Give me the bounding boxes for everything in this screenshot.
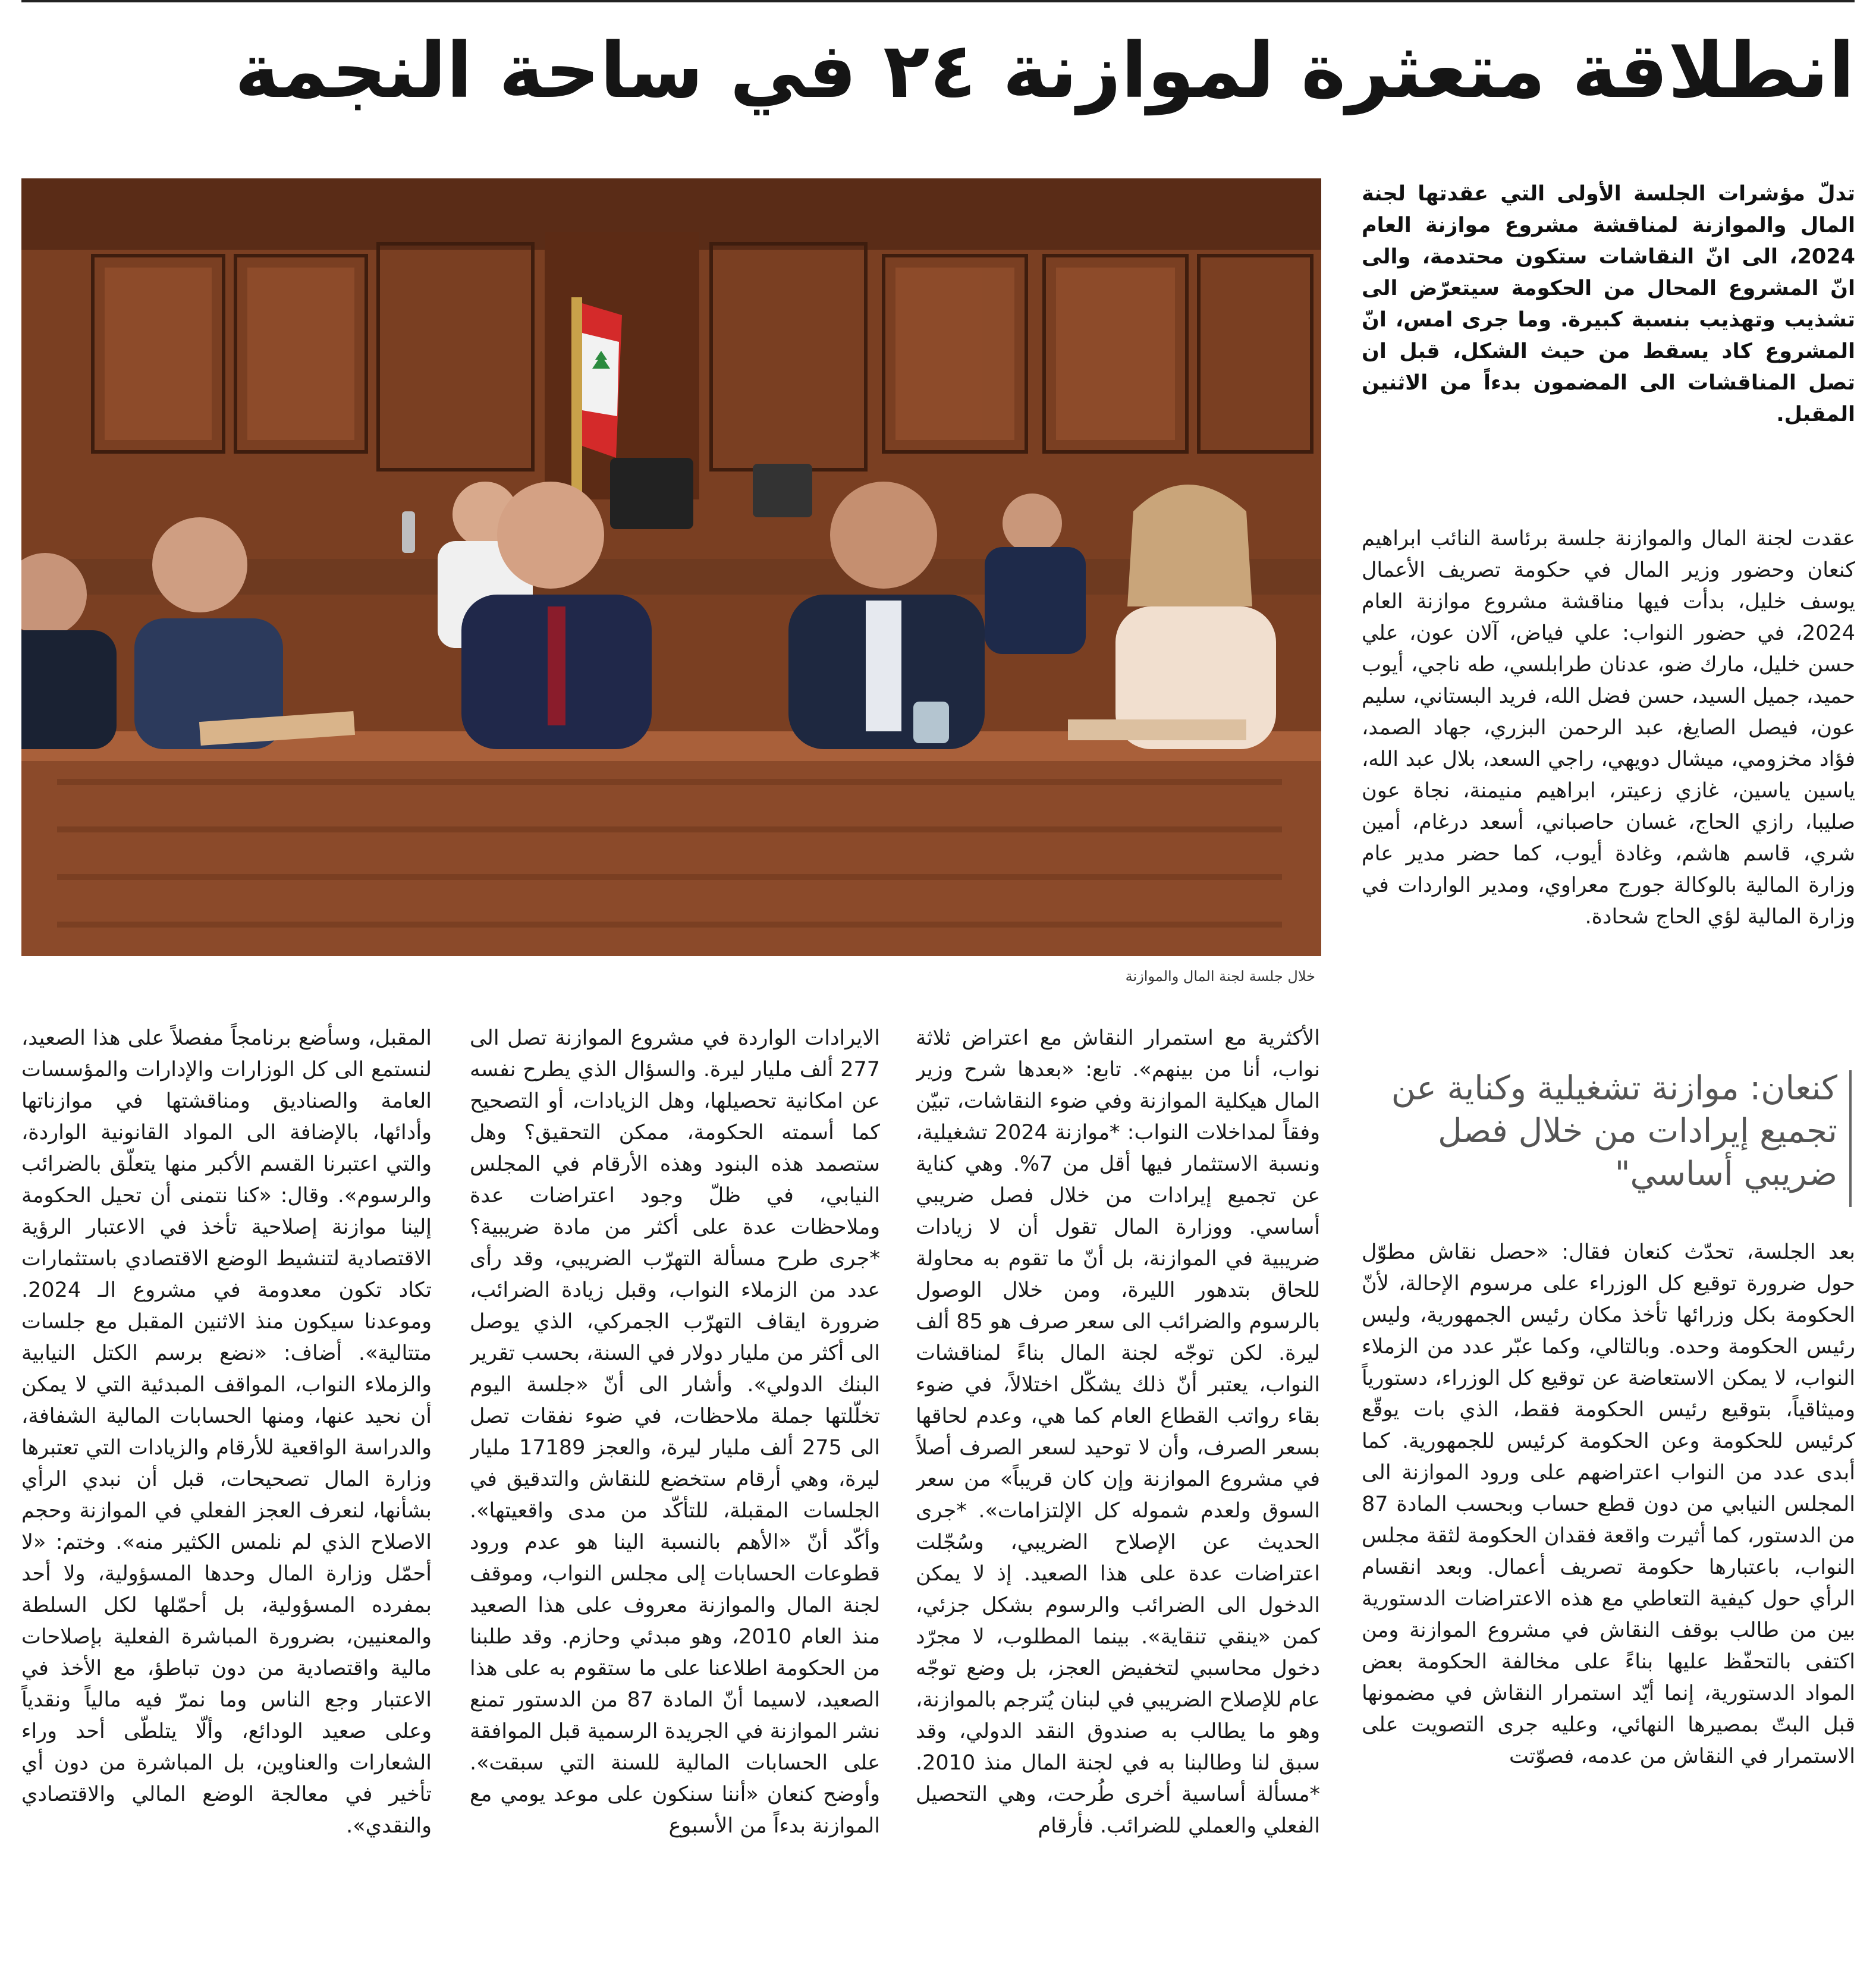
body-column-right [1362,1237,1855,1962]
article-photo [21,178,1321,956]
body-text-left: المقبل، وسأضع برنامجاً مفصلاً على هذا الصعيد، لنستمع الى كل الوزارات والإدارات والمؤسسات العامة والصناديق ومناقشتها في موازناتها وأدائها، بالإضافة الى المواد القانونية الواردة، والتي اعتبرنا القسم الأكبر منها يتعلّق بالضرائب والرسوم». وقال: «كنا نتمنى أن تحيل الحكومة إلينا موازنة إصلاحية تأخذ في الاعتبار الرؤية الاقتصادية لتنشيط الوضع الاقتصادي باستثمارات تكاد تكون معدومة في مشروع الـ 2024. وموعدنا سيكون منذ الاثنين المقبل مع جلسات متتالية». أضاف: «نضع برسم الكتل النيابية والزملاء النواب، المواقف المبدئية التي لا يمكن أن نحيد عنها، ومنها الحسابات المالية الشفافة، والدراسة الواقعية للأرقام والزيادات التي تعتبرها وزارة المال تصحيحات، قبل أن نبدي الرأي بشأنها، لنعرف العجز الفعلي في الموازنة وحجم الاصلاح الذي لم نلمس الكثير منه». وختم: «لا أحمّل وزارة المال وحدها المسؤولية، ولا أحد بمفرده المسؤولية، بل أحمّلها لكل السلطة والمعنيين، بضرورة المباشرة الفعلية بإصلاحات مالية واقتصادية من دون تباطؤ، مع الأخذ في الاعتبار وجع الناس وما نمرّ فيه مالياً ونقدياً وعلى صعيد الودائع، وألّا يتلطّى أحد وراء الشعارات والعناوين، بل المباشرة من دون أي تأخير في معالجة الوضع المالي والاقتصادي والنقدي». [21,1026,432,1838]
lead-paragraph: تدلّ مؤشرات الجلسة الأولى التي عقدتها لجنة المال والموازنة لمناقشة مشروع موازنة العام 2024، الى انّ النقاشات ستكون محتدمة، والى انّ المشروع المحال من الحكومة سيتعرّض الى تشذيب وتهذيب بنسبة كبيرة. وما جرى امس، انّ المشروع كاد يسقط من حيث الشكل، قبل ان تصل المناقشات الى المضمون بدءاً من الاثنين المقبل. [1362,182,1855,426]
body-column-mid-right [916,1023,1320,1962]
body-column-left [21,1023,432,1962]
body-text-mid-left: الايرادات الواردة في مشروع الموازنة تصل الى 277 ألف مليار ليرة. والسؤال الذي يطرح نفسه عن امكانية تحصيلها، وهل الزيادات، أو التصحيح كما أسمته الحكومة، ممكن التحقيق؟ وهل ستصمد هذه البنود وهذه الأرقام في المجلس النيابي، في ظلّ وجود اعتراضات عدة وملاحظات عدة على أكثر من مادة ضريبية؟ *جرى طرح مسألة التهرّب الضريبي، وقد رأى عدد من الزملاء النواب، وقبل زيادة الضرائب، ضرورة ايقاف التهرّب الجمركي، الذي يوصل الى أكثر من مليار دولار في السنة، بحسب تقرير البنك الدولي». وأشار الى أنّ «جلسة اليوم تخلّلتها جملة ملاحظات، في ضوء نفقات تصل الى 275 ألف مليار ليرة، والعجز 17189 مليار ليرة، وهي أرقام ستخضع للنقاش والتدقيق في الجلسات المقبلة، للتأكّد من مدى واقعيتها». وأكّد أنّ «الأهم بالنسبة الينا هو عدم ورود قطوعات الحسابات إلى مجلس النواب، وموقف لجنة المال والموازنة معروف على هذا الصعيد منذ العام 2010، وهو مبدئي وحازم. وقد طلبنا من الحكومة اطلاعنا على ما ستقوم به على هذا الصعيد، لاسيما أنّ المادة 87 من الدستور تمنع نشر الموازنة في الجريدة الرسمية قبل الموافقة على الحسابات المالية للسنة التي سبقت». وأوضح كنعان «أننا سنكون على موعد يومي مع الموازنة بدءاً من الأسبوع [470,1026,880,1838]
headline: انطلاقة متعثرة لموازنة ٢٤ في ساحة النجمة [234,27,1855,115]
pull-quote: كنعان: موازنة تشغيلية وكناية عن تجميع إيرادات من خلال فصل ضريبي أساسي" [1391,1069,1837,1193]
pull-quote-rule [1849,1070,1852,1207]
intro-column [1362,523,1855,1046]
body-text-mid-right: الأكثرية مع استمرار النقاش مع اعتراض ثلاثة نواب، أنا من بينهم». تابع: «بعدها شرح وزير المال هيكلية الموازنة وفي ضوء النقاشات، تبيّن وفقاً لمداخلات النواب: *موازنة 2024 تشغيلية، ونسبة الاستثمار فيها أقل من 7%. وهي كناية عن تجميع إيرادات من خلال فصل ضريبي أساسي. ووزارة المال تقول أن لا زيادات ضريبية في الموازنة، بل أنّ ما تقوم به محاولة للحاق بتدهور الليرة، ومن خلال الوصول بالرسوم والضرائب الى سعر صرف هو 85 ألف ليرة. لكن توجّه لجنة المال بناءً لمناقشات النواب، يعتبر أنّ ذلك يشكّل اختلالاً، في ضوء بقاء رواتب القطاع العام كما هي، وعدم لحاقها بسعر الصرف، وأن لا توحيد لسعر الصرف أصلاً في مشروع الموازنة وإن كان قريباً» من سعر السوق ولعدم شموله كل الإلتزامات». *جرى الحديث عن الإصلاح الضريبي، وسُجّلت اعتراضات عدة على هذا الصعيد. إذ لا يمكن الدخول الى الضرائب والرسوم بشكل جزئي، كمن «ينقي تنقاية». بينما المطلوب، لا مجرّد دخول محاسبي لتخفيض العجز، بل وضع توجّه عام للإصلاح الضريبي في لبنان يُترجم بالموازنة، وهو ما يطالب به صندوق النقد الدولي، وقد سبق لنا وطالبنا به في لجنة المال منذ 2010. *مسألة أساسية أخرى طُرحت، وهي التحصيل الفعلي والعملي للضرائب. فأرقام [916,1026,1320,1838]
body-text-right: بعد الجلسة، تحدّث كنعان فقال: «حصل نقاش مطوّل حول ضرورة توقيع كل الوزراء على مرسوم الإحالة، لأنّ الحكومة بكل وزرائها تأخذ مكان رئيس الجمهورية، وليس رئيس الحكومة وحده. وبالتالي، وكما عبّر عدد من الزملاء النواب، لا يمكن الاستعاضة عن توقيع كل الوزراء، دستورياً وميثاقياً، بتوقيع رئيس الحكومة فقط، الذي بات يوقّع كرئيس للحكومة وعن الحكومة كرئيس للجمهورية. كما أبدى عدد من النواب اعتراضهم على ورود الموازنة الى المجلس النيابي من دون قطع حساب وبحسب المادة 87 من الدستور، كما أثيرت واقعة فقدان الحكومة لثقة مجلس النواب، باعتبارها حكومة تصريف أعمال. وبعد انقسام الرأي حول كيفية التعاطي مع هذه الاعتراضات الدستورية بين من طالب بوقف النقاش في مشروع الموازنة ومن اكتفى بالتحفّظ عليها بناءً على مخالفة الحكومة بعض المواد الدستورية، إنما أيّد استمرار النقاش في مضمونها قبل البتّ بمصيرها النهائي، وعليه جرى التصويت على الاستمرار في النقاش من عدمه، فصوّتت [1362,1240,1855,1768]
body-column-mid-left [470,1023,880,1962]
intro-paragraph: عقدت لجنة المال والموازنة جلسة برئاسة النائب ابراهيم كنعان وحضور وزير المال في حكومة تصريف الأعمال يوسف خليل، بدأت فيها مناقشة مشروع موازنة العام 2024، في حضور النواب: علي فياض، آلان عون، علي حسن خليل، مارك ضو، عدنان طرابلسي، طه ناجي، أيوب حميد، جميل السيد، حسن فضل الله، فريد البستاني، سليم عون، فيصل الصايغ، عبد الرحمن البزري، جهاد الصمد، فؤاد مخزومي، ميشال دويهي، راجي السعد، بلال عبد الله، ياسين ياسين، غازي زعيتر، ابراهيم منيمنة، نجاة عون صليبا، رازي الحاج، غسان حاصباني، أسعد درغام، أمين شري، قاسم هاشم، وغادة أيوب، كما حضر مدير عام وزارة المالية بالوكالة جورج معراوي، ومدير الواردات في وزارة المالية لؤي الحاج شحادة. [1362,527,1855,929]
photo-caption: خلال جلسة لجنة المال والموازنة [1125,968,1315,985]
top-rule [21,0,1855,2]
